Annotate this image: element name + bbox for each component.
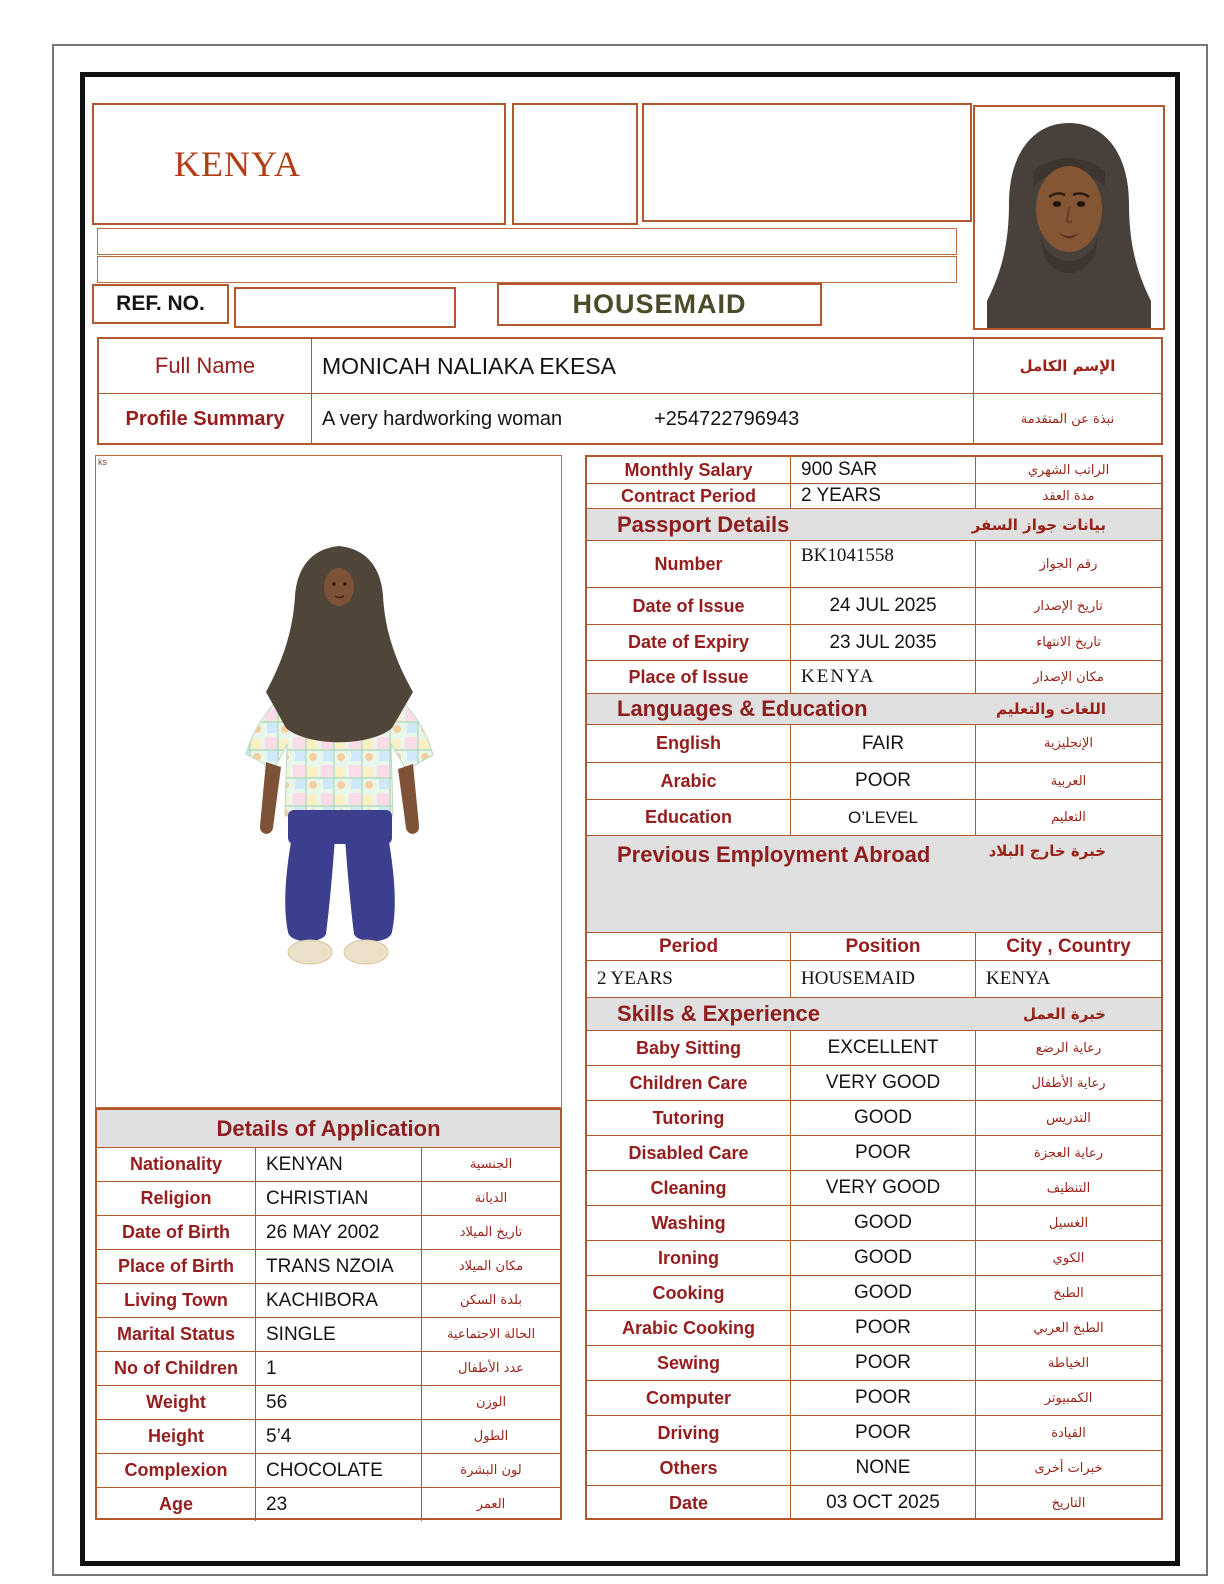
previous-employment-title: Previous Employment Abroad [617, 842, 931, 867]
row-label-arabic: رعاية العجزة [1034, 1145, 1103, 1161]
row-value: 56 [255, 1386, 422, 1419]
table-row [97, 1215, 560, 1249]
position-title: HOUSEMAID [572, 289, 747, 319]
row-label-arabic: العمر [476, 1497, 506, 1512]
employment-column-position: Position [790, 933, 976, 960]
full-name-row [99, 339, 1161, 393]
table-row [587, 1415, 1161, 1450]
row-label-arabic: العربية [1050, 773, 1087, 789]
row-label-arabic: الكمبيوتر [1044, 1390, 1093, 1406]
row-label: Weight [146, 1392, 206, 1412]
table-row [587, 1275, 1161, 1310]
details-of-application-header [97, 1110, 560, 1147]
passport-details-title-arabic: بيانات جواز السفر [971, 515, 1106, 534]
table-row [587, 1065, 1161, 1100]
passport-details-header [587, 508, 1161, 540]
table-row [587, 660, 1161, 693]
details-of-application-title: Details of Application [216, 1115, 441, 1141]
row-value: 900 SAR [790, 457, 976, 483]
employment-columns-row [587, 932, 1161, 960]
row-label: Marital Status [116, 1324, 236, 1344]
table-row [97, 1317, 560, 1351]
row-label-arabic: رعاية الأطفال [1031, 1075, 1106, 1091]
row-value: POOR [790, 1381, 976, 1415]
row-label-arabic: عدد الأطفال [458, 1361, 524, 1376]
table-row [97, 1147, 560, 1181]
table-row [97, 1487, 560, 1521]
row-label: Complexion [124, 1460, 228, 1480]
row-value: POOR [790, 1416, 976, 1450]
details-of-application-table [95, 1108, 562, 1520]
skills-experience-title-arabic: خبرة العمل [1022, 1005, 1106, 1023]
headshot-illustration [975, 107, 1163, 328]
row-label-arabic: الغسيل [1048, 1215, 1089, 1231]
row-value: GOOD [790, 1276, 976, 1310]
row-label-arabic: تاريخ الإصدار [1034, 598, 1103, 614]
row-value: NONE [790, 1451, 976, 1485]
row-value: FAIR [790, 725, 976, 762]
table-row [97, 1249, 560, 1283]
row-label-arabic: التدريس [1046, 1110, 1091, 1126]
row-label: English [655, 733, 721, 753]
row-label-arabic: الديانة [474, 1191, 508, 1206]
row-label-arabic: مكان الإصدار [1033, 669, 1104, 685]
table-row [97, 1283, 560, 1317]
row-label: Disabled Care [628, 1142, 749, 1163]
row-label: Nationality [129, 1154, 222, 1174]
previous-employment-header [587, 835, 1161, 932]
previous-employment-title-arabic: خبرة خارج البلاد [988, 842, 1106, 860]
row-label-arabic: الخياطة [1047, 1355, 1090, 1371]
table-row [587, 624, 1161, 660]
profile-phone: +254722796943 [654, 408, 800, 430]
row-label: Arabic Cooking [621, 1317, 755, 1338]
table-row [587, 1345, 1161, 1380]
row-label: Place of Issue [628, 666, 749, 687]
table-row [97, 1181, 560, 1215]
row-label-arabic: الكوي [1052, 1250, 1085, 1266]
row-label-arabic: الطبخ [1053, 1285, 1084, 1301]
applicant-fullbody-photo [95, 455, 562, 1108]
table-row [587, 1485, 1161, 1520]
skills-experience-title: Skills & Experience [617, 1001, 820, 1026]
languages-education-title: Languages & Education [617, 696, 868, 721]
full-name-label: Full Name [154, 353, 256, 378]
row-label: Cleaning [650, 1177, 727, 1198]
employment-data-row [587, 960, 1161, 997]
row-label: Education [644, 807, 732, 827]
table-row [587, 1100, 1161, 1135]
row-label: Washing [651, 1212, 726, 1233]
row-value: 5’4 [255, 1420, 422, 1453]
table-row [587, 540, 1161, 587]
row-label: Tutoring [652, 1107, 725, 1128]
row-label-arabic: تاريخ الميلاد [459, 1225, 523, 1240]
row-value: 1 [255, 1352, 422, 1385]
ref-no-label-box [92, 284, 229, 324]
ref-no-label: REF. NO. [116, 292, 205, 315]
row-label-arabic: الجنسية [469, 1157, 513, 1172]
row-value: CHOCOLATE [255, 1454, 422, 1487]
row-value: GOOD [790, 1241, 976, 1275]
table-row [97, 1419, 560, 1453]
country-name: KENYA [174, 144, 301, 184]
row-value: O’LEVEL [790, 800, 976, 835]
table-row [587, 1310, 1161, 1345]
employment-column-period: Period [658, 935, 719, 957]
skills-experience-header [587, 997, 1161, 1030]
row-label: Number [654, 553, 723, 574]
row-label-arabic: الوزن [475, 1395, 507, 1410]
row-label: Date of Issue [632, 595, 745, 616]
row-label-arabic: رعاية الرضع [1035, 1040, 1102, 1056]
header-strip-2 [97, 256, 957, 283]
passport-details-title: Passport Details [617, 511, 790, 537]
profile-summary-label-arabic: نبذة عن المتقدمة [1020, 412, 1115, 427]
row-label: Place of Birth [117, 1256, 235, 1276]
row-label-arabic: مدة العقد [1042, 488, 1095, 504]
row-value: POOR [790, 1311, 976, 1345]
header-strip-1 [97, 228, 957, 255]
table-row [587, 1135, 1161, 1170]
row-value: GOOD [790, 1101, 976, 1135]
table-row [587, 1205, 1161, 1240]
table-row [587, 1450, 1161, 1485]
position-title-box [497, 283, 822, 326]
table-row [587, 1380, 1161, 1415]
row-label-arabic: الإنجليزية [1043, 736, 1094, 751]
row-label: Height [148, 1426, 204, 1446]
profile-summary-row [99, 393, 1161, 445]
row-value: KENYAN [255, 1148, 422, 1181]
applicant-headshot-photo [973, 105, 1165, 330]
row-value: POOR [790, 1346, 976, 1380]
table-row [97, 1453, 560, 1487]
row-label: Sewing [656, 1352, 720, 1373]
row-value: BK1041558 [790, 541, 976, 587]
row-label-arabic: لون البشرة [460, 1463, 522, 1478]
employment-position: HOUSEMAID [790, 961, 976, 997]
row-label: Others [659, 1457, 718, 1478]
row-label: Contract Period [620, 485, 757, 506]
employment-column-city-country: City , Country [1006, 935, 1131, 957]
country-box [92, 103, 506, 225]
row-label: Date [668, 1492, 708, 1513]
row-value: CHRISTIAN [255, 1182, 422, 1215]
table-row [97, 1385, 560, 1419]
table-row [587, 762, 1161, 799]
row-label-arabic: التاريخ [1051, 1495, 1086, 1511]
ref-no-value-box [234, 287, 456, 328]
row-label: Children Care [629, 1072, 748, 1093]
table-row [587, 483, 1161, 508]
table-row [587, 1170, 1161, 1205]
row-label-arabic: تاريخ الانتهاء [1036, 635, 1101, 650]
right-column-table [585, 455, 1163, 1520]
row-label: Living Town [124, 1290, 228, 1310]
row-label-arabic: القيادة [1051, 1425, 1086, 1441]
row-value: POOR [790, 1136, 976, 1170]
row-value: EXCELLENT [790, 1031, 976, 1065]
row-label: No of Children [114, 1358, 238, 1378]
row-value: KENYA [790, 661, 976, 693]
row-label-arabic: الراتب الشهري [1027, 462, 1110, 478]
row-label-arabic: خبرات أخرى [1034, 1460, 1103, 1476]
row-label-arabic: بلدة السكن [460, 1293, 522, 1308]
employment-period: 2 YEARS [597, 968, 673, 989]
table-row [587, 799, 1161, 835]
row-value: VERY GOOD [790, 1066, 976, 1100]
row-value: VERY GOOD [790, 1171, 976, 1205]
row-value: KACHIBORA [255, 1284, 422, 1317]
table-row [587, 587, 1161, 624]
languages-education-header [587, 693, 1161, 724]
row-label: Monthly Salary [624, 459, 753, 480]
header-box-small [512, 103, 638, 225]
row-label: Religion [140, 1188, 212, 1208]
row-label-arabic: الحالة الاجتماعية [446, 1327, 536, 1342]
fullbody-illustration [96, 456, 561, 1107]
table-row [587, 1030, 1161, 1065]
row-label-arabic: الطبخ العربي [1033, 1320, 1104, 1336]
row-label-arabic: مكان الميلاد [458, 1259, 524, 1274]
row-value: 24 JUL 2025 [790, 588, 976, 624]
row-label: Driving [657, 1422, 720, 1443]
row-value: TRANS NZOIA [255, 1250, 422, 1283]
row-label-arabic: الطول [473, 1429, 509, 1444]
row-label: Date of Birth [122, 1222, 230, 1242]
languages-education-title-arabic: اللغات والتعليم [996, 700, 1106, 718]
row-label-arabic: التنظيف [1046, 1180, 1091, 1196]
row-label: Ironing [658, 1247, 719, 1268]
row-value: POOR [790, 763, 976, 799]
row-label-arabic: التعليم [1051, 810, 1086, 825]
photo-corner-mark: ks [98, 457, 107, 467]
row-label: Computer [646, 1387, 731, 1408]
table-row [587, 457, 1161, 483]
identity-table [97, 337, 1163, 445]
row-label: Date of Expiry [627, 632, 750, 652]
table-row [97, 1351, 560, 1385]
row-value: GOOD [790, 1206, 976, 1240]
full-name-label-arabic: الإسم الكامل [1019, 357, 1116, 375]
profile-summary-label: Profile Summary [125, 408, 285, 430]
row-label: Baby Sitting [635, 1037, 741, 1058]
row-label: Age [158, 1494, 193, 1514]
employment-city-country: KENYA [986, 968, 1051, 989]
row-value: 2 YEARS [790, 484, 976, 508]
row-value: 26 MAY 2002 [255, 1216, 422, 1249]
row-label: Arabic [660, 770, 717, 791]
header-box-wide [642, 103, 972, 222]
row-value: 23 [255, 1488, 422, 1521]
table-row [587, 1240, 1161, 1275]
row-value: SINGLE [255, 1318, 422, 1351]
table-row [587, 724, 1161, 762]
profile-summary-text: A very hardworking woman [322, 408, 563, 430]
row-value: 03 OCT 2025 [790, 1486, 976, 1520]
row-label-arabic: رقم الجواز [1039, 556, 1098, 572]
profile-summary-value [311, 394, 974, 445]
row-label: Cooking [652, 1282, 725, 1303]
row-value: 23 JUL 2035 [790, 625, 976, 660]
full-name-value: MONICAH NALIAKA EKESA [311, 339, 974, 393]
